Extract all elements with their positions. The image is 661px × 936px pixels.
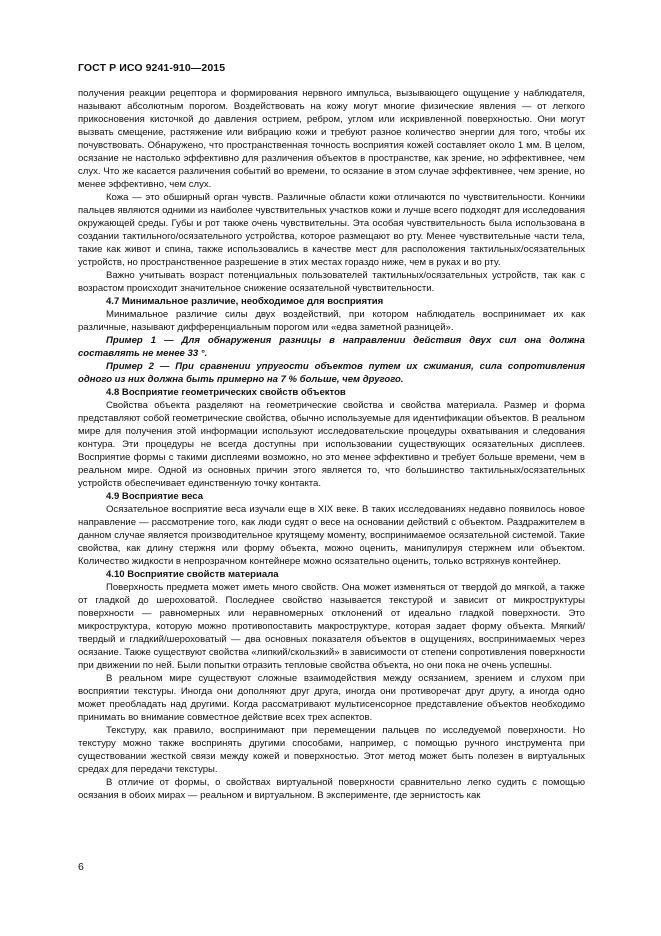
body-paragraph: Свойства объекта разделяют на геометрические свойства и свойства материала. Размер и форма представляют собой геометрические свойства, обычно используемые для идентификации объектов. В реальном мире для получения этой информации используют исследовательские процедуры охватывания и следования контура. Эти процедуры не всегда доступны при использовании существующих осязательных дисплеев. Восприятие формы с такими дисплеями возможно, но это менее эффективно и требует больше времени, чем в реальном мире. Одной из основных причин этого является то, что большинство тактильных/осязательных устройств обеспечивает единственную точку контакта. [78, 400, 585, 489]
body-paragraph: Минимальное различие силы двух воздействий, при котором наблюдатель воспринимает их как различные, называют дифференциальным порогом или «едва заметной разницей». [78, 309, 585, 333]
body-paragraph: В реальном мире существуют сложные взаимодействия между осязанием, зрением и слухом при восприятии текстуры. Иногда они дополняют друг друга, иногда они противоречат друг другу, а иногда одно может преобладать над другими. Когда рассматривают мультисенсорное представление объектов необходимо принимать во внимание совместное действие всех трех аспектов. [78, 673, 585, 723]
page-number: 6 [78, 861, 84, 873]
document-body [78, 87, 585, 802]
section-heading: 4.7 Минимальное различие, необходимое для восприятия [106, 296, 384, 307]
body-paragraph: получения реакции рецептора и формирования нервного импульса, вызывающего ощущение у наблюдателя, называют абсолютным порогом. Воздействовать на кожу могут многие физические явления — от легкого прикосновения кисточкой до давления острием, ребром, углом или искривленной поверхностью. Они могут вызвать смещение, растяжение или вибрацию кожи и требуют разное количество энергии для того, чтобы их почувствовать. Обнаружено, что пространственная точность восприятия кожей составляет около 1 мм. В целом, осязание не настолько эффективно для различения объектов в пространстве, как зрение, но эффективнее, чем слух. Что же касается различения событий во времени, то осязание в этом случае эффективнее, чем зрение, но менее эффективно, чем слух. [78, 88, 585, 190]
page-header-standard-code: ГОСТ Р ИСО 9241-910—2015 [78, 62, 226, 74]
body-paragraph: Поверхность предмета может иметь много свойств. Она может изменяться от твердой до мягкой, а также от гладкой до шероховатой. Последнее свойство называется текстурой и зависит от микроструктуры поверхности — равномерных или неравномерных отклонений от идеально гладкой поверхности. Это микроструктура, которую можно противопоставить макроструктуре, которая задает форму объекта. Мягкий/твердый и гладкий/шероховатый — два основных показателя объектов в ощущениях, воспринимаемых через осязание. Также существуют свойства «липкий/скользкий» в зависимости от степени сопротивления поверхности при движении по ней. Были попытки отразить тепловые свойства объекта, но они пока не очень успешны. [78, 582, 585, 671]
body-paragraph: В отличие от формы, о свойствах виртуальной поверхности сравнительно легко судить с помощью осязания в обоих мирах — реальном и виртуальном. В эксперименте, где зернистость как [78, 777, 585, 801]
section-heading: 4.9 Восприятие веса [106, 491, 204, 502]
body-paragraph: Важно учитывать возраст потенциальных пользователей тактильных/осязательных устройств, так как с возрастом происходит значительное снижение осязательной чувствительности. [78, 270, 585, 294]
body-paragraph: Кожа — это обширный орган чувств. Различные области кожи отличаются по чувствительности. Кончики пальцев являются одними из наиболее чувствительных участков кожи и лучше всего подходят для исследования окружающей среды. Губы и рот также очень чувствительны. Эта особая чувствительность была использована в создании тактильного/осязательного устройства, которое размещают во рту. Менее чувствительные части тела, такие как живот и спина, также использовались в качестве мест для расположения тактильных/осязательных устройств, но пространственное разрешение в этих местах гораздо ниже, чем в руках и во рту. [78, 192, 585, 268]
example-note: Пример 2 — При сравнении упругости объектов путем их сжимания, сила сопротивления одного из них должна быть примерно на 7 % больше, чем другого. [78, 361, 585, 385]
section-heading: 4.10 Восприятие свойств материала [106, 569, 279, 580]
body-paragraph: Осязательное восприятие веса изучали еще в XIX веке. В таких исследованиях недавно появилось новое направление — рассмотрение того, как люди судят о весе на основании действий с объектом. Раздражителем в данном случае является производительное крутящему моменту, воспринимаемое осязательной системой. Такие свойства, как длину стержня или форму объекта, можно оценить, манипулируя стержнем или объектом. Количество жидкости в непрозрачном контейнере можно осязательно оценить, только встряхнув контейнер. [78, 504, 585, 567]
section-heading: 4.8 Восприятие геометрических свойств объектов [106, 387, 346, 398]
body-paragraph: Текстуру, как правило, воспринимают при перемещении пальцев по исследуемой поверхности. Но текстуру можно также воспринять другими способами, например, с помощью ручного инструмента при существовании жесткой связи между кожей и поверхностью. Этот метод может быть полезен в виртуальных средах для передачи текстуры. [78, 725, 585, 775]
example-note: Пример 1 — Для обнаружения разницы в направлении действия двух сил она должна составлять не менее 33 °. [78, 335, 585, 359]
